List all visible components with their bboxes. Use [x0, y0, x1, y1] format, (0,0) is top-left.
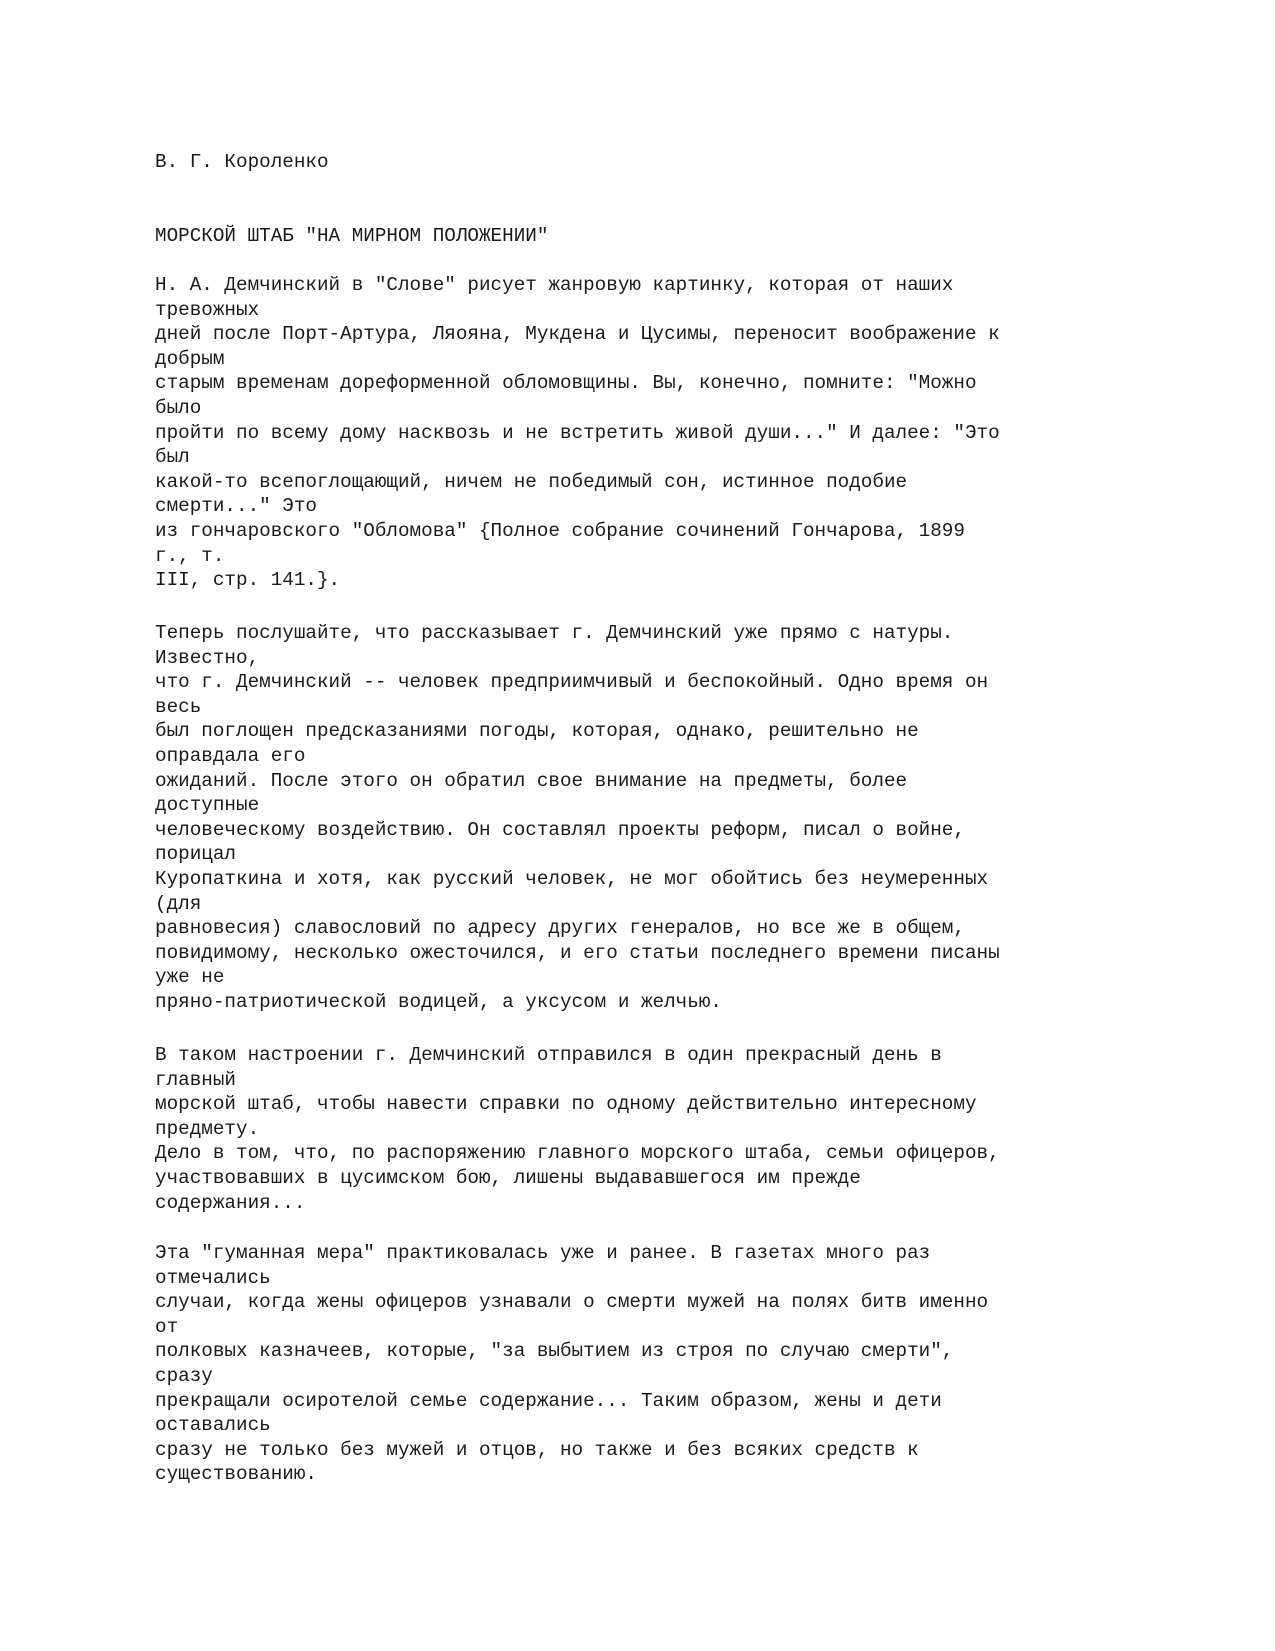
paragraph-line: В таком настроении г. Демчинский отправился в один прекрасный день в — [155, 1044, 942, 1066]
paragraph-line: прекращали осиротелой семье содержание... Таким образом, жены и дети — [155, 1389, 942, 1412]
paragraph-line: что г. Демчинский -- человек предприимчивый и беспокойный. Одно время он — [155, 671, 989, 694]
paragraph-line: Известно, — [155, 646, 260, 669]
paragraph-line: доступные — [155, 794, 260, 817]
paragraph-line: смерти..." Это — [155, 495, 317, 518]
paragraph-line: пряно-патриотической водицей, а уксусом и желчью. — [155, 990, 722, 1013]
paragraph-line: равновесия) славословий по адресу других генералов, но все же в общем, — [155, 917, 965, 940]
paragraph-line: уже не — [155, 966, 225, 989]
paragraph-line: участвовавших в цусимском бою, лишены выдававшегося им прежде — [155, 1166, 861, 1189]
paragraph-line: существованию. — [155, 1463, 317, 1486]
paragraph-line: г., т. — [155, 544, 225, 567]
paragraph-line: Теперь послушайте, что рассказывает г. Демчинский уже прямо с натуры. — [155, 622, 954, 644]
paragraph-line: порицал — [155, 843, 236, 866]
paragraph-line: оставались — [155, 1414, 271, 1437]
paragraph-line: из гончаровского "Обломова" {Полное собрание сочинений Гончарова, 1899 — [155, 519, 965, 542]
paragraph — [155, 1241, 1235, 1487]
paragraph-line: добрым — [155, 347, 225, 370]
paragraph-line: предмету. — [155, 1117, 260, 1140]
paragraph-line: оправдала его — [155, 744, 306, 767]
paragraph-line: Эта "гуманная мера" практиковалась уже и ранее. В газетах много раз — [155, 1242, 931, 1264]
paragraph — [155, 1043, 1235, 1215]
paragraph-line: отмечались — [155, 1266, 271, 1289]
paragraph-line: случаи, когда жены офицеров узнавали о смерти мужей на полях битв именно — [155, 1291, 989, 1314]
paragraph-line: сразу — [155, 1364, 213, 1387]
paragraph-line: главный — [155, 1068, 236, 1091]
paragraph — [155, 273, 1235, 593]
document-title: МОРСКОЙ ШТАБ "НА МИРНОМ ПОЛОЖЕНИИ" — [155, 225, 549, 247]
paragraph-line: III, стр. 141.}. — [155, 569, 341, 592]
paragraph-line: старым временам дореформенной обломовщины. Вы, конечно, помните: "Можно — [155, 372, 977, 395]
paragraph-line: сразу не только без мужей и отцов, но также и без всяких средств к — [155, 1438, 919, 1461]
paragraph-line: какой-то всепоглощающий, ничем не победимый сон, истинное подобие — [155, 470, 908, 493]
author-name: В. Г. Короленко — [155, 151, 329, 173]
paragraph-line: был поглощен предсказаниями погоды, которая, однако, решительно не — [155, 720, 919, 743]
paragraph-line: полковых казначеев, которые, "за выбытием из строя по случаю смерти", — [155, 1340, 954, 1363]
paragraph-line: дней после Порт-Артура, Ляояна, Мукдена и Цусимы, переносит воображение к — [155, 323, 1000, 346]
paragraph — [155, 621, 1235, 1015]
paragraph-line: человеческому воздействию. Он составлял проекты реформ, писал о войне, — [155, 818, 965, 841]
paragraph-line: Н. А. Демчинский в "Слове" рисует жанровую картинку, которая от наших — [155, 274, 954, 296]
paragraph-line: (для — [155, 892, 202, 915]
paragraph-line: тревожных — [155, 298, 260, 321]
paragraph-line: от — [155, 1315, 179, 1338]
paragraph-line: ожиданий. После этого он обратил свое внимание на предметы, более — [155, 769, 908, 792]
paragraph-line: Куропаткина и хотя, как русский человек, не мог обойтись без неумеренных — [155, 867, 989, 890]
paragraph-line: было — [155, 396, 202, 419]
paragraph-line: содержания... — [155, 1191, 306, 1214]
paragraph-line: повидимому, несколько ожесточился, и его статьи последнего времени писаны — [155, 941, 1000, 964]
paragraph-line: Дело в том, что, по распоряжению главного морского штаба, семьи офицеров, — [155, 1142, 1000, 1165]
paragraph-line: морской штаб, чтобы навести справки по одному действительно интересному — [155, 1093, 977, 1116]
paragraph-line: пройти по всему дому насквозь и не встретить живой души..." И далее: "Это — [155, 421, 1000, 444]
paragraph-line: был — [155, 446, 190, 469]
paragraph-line: весь — [155, 695, 202, 718]
